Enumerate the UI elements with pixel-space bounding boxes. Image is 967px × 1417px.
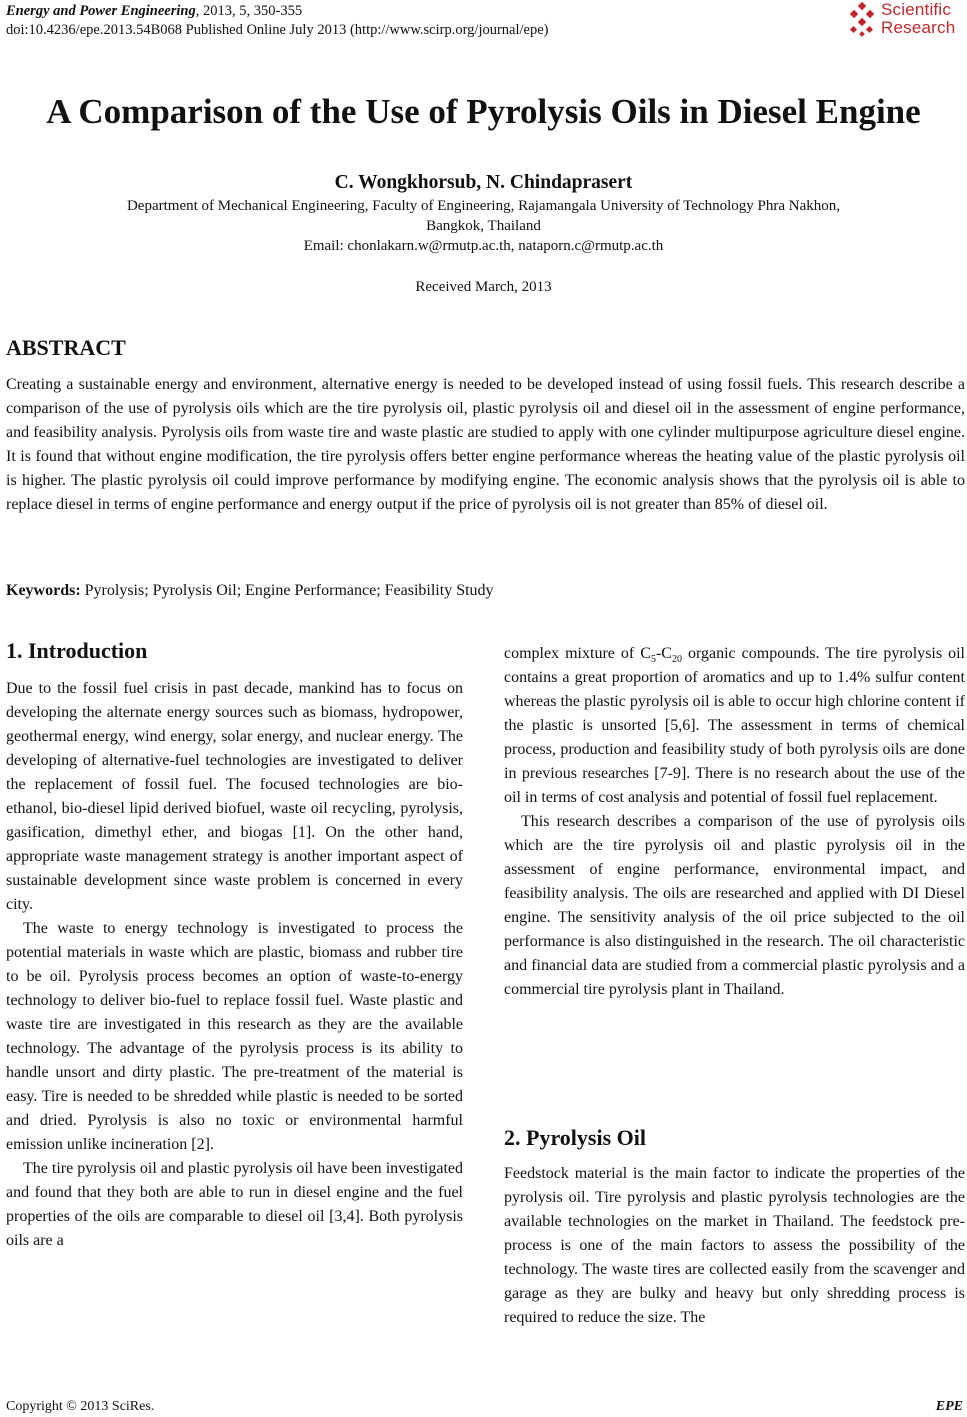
p4-sub-1: 5 xyxy=(650,654,656,666)
p4-mid: -C xyxy=(655,645,672,662)
logo-line-1: Scientific xyxy=(881,0,952,19)
copyright: Copyright © 2013 SciRes. xyxy=(6,1399,155,1414)
footer-journal: EPE xyxy=(935,1399,963,1414)
p4-pre: complex mixture of C xyxy=(504,645,651,662)
intro-paragraph-3: The tire pyrolysis oil and plastic pyrolysis oil have been investigated and found that they both are able to run in diesel engine and the fuel properties of the oils are comparable to diesel oil [3,4]. Both pyrolysis oils are a xyxy=(6,1160,463,1249)
right-column xyxy=(504,642,965,1002)
intro-paragraph-4 xyxy=(504,642,965,810)
p4-post: organic compounds. The tire pyrolysis oil contains a great proportion of aromatics and up to 1.4% sulfur content whereas the plastic pyrolysis oil is able to occur high chlorine content if the plastic is unsorted [5,6]. The assessment in terms of chemical process, production and feasibility study of both pyrolysis oils are done in previous researches [7-9]. There is no research about the use of the oil in terms of cost analysis and potential of fossil fuel replacement. xyxy=(504,645,966,806)
abstract-text: Creating a sustainable energy and environment, alternative energy is needed to be developed instead of using fossil fuels. This research describe a comparison of the use of pyrolysis oils which are the tire pyrolysis oil, plastic pyrolysis oil and diesel oil in the assessment of engine performance, and feasibility analysis. Pyrolysis oils from waste tire and waste plastic are studied to apply with one cylinder multipurpose agriculture diesel engine. It is found that without engine modification, the tire pyrolysis offers better engine performance whereas the heating value of the plastic pyrolysis oil is higher. The plastic pyrolysis oil could improve performance by modifying engine. The economic analysis shows that the pyrolysis oil is able to replace diesel in terms of engine performance and energy output if the price of pyrolysis oil is not greater than 85% of diesel oil. xyxy=(6,376,965,513)
p4-sub-2: 20 xyxy=(671,654,682,666)
logo-line-2: Research xyxy=(881,18,956,37)
email: Email: chonlakarn.w@rmutp.ac.th, nataporn.c@rmutp.ac.th xyxy=(303,238,664,254)
keywords-label: Keywords: xyxy=(6,582,81,599)
received-date: Received March, 2013 xyxy=(415,279,552,295)
abstract-heading: ABSTRACT xyxy=(6,335,126,360)
authors: C. Wongkhorsub, N. Chindaprasert xyxy=(334,172,633,193)
section-2-heading: 2. Pyrolysis Oil xyxy=(504,1125,646,1150)
citation: , 2013, 5, 350-355 xyxy=(195,3,303,19)
affiliation-line-2: Bangkok, Thailand xyxy=(426,218,541,234)
intro-paragraph-5: This research describes a comparison of the use of pyrolysis oils which are the tire pyrolysis oil and plastic pyrolysis oil in the assessment of engine performance, environmental impact, and feasibility analysis. The oils are researched and applied with DI Diesel engine. The sensitivity analysis of the oil price subjected to the oil performance is also distinguished in the research. The oil characteristic and financial data are studied from a commercial plastic pyrolysis and a commercial tire pyrolysis plant in Thailand. xyxy=(504,813,965,998)
keywords xyxy=(6,582,494,600)
intro-paragraph-1: Due to the fossil fuel crisis in past decade, mankind has to focus on developing the alternate energy sources such as biomass, hydropower, geothermal energy, wind energy, solar energy, and nuclear energy. The developing of alternative-fuel technologies are investigated to deliver the replacement of fossil fuel. The focused technologies are bio-ethanol, bio-diesel lipid derived biofuel, waste oil recycling, pyrolysis, gasification, dimethyl ether, and biogas [1]. On the other hand, appropriate waste management strategy is another important aspect of sustainable development since waste problem is concerned in every city. xyxy=(6,680,463,913)
left-column xyxy=(6,677,463,1253)
intro-heading: 1. Introduction xyxy=(6,638,148,663)
keywords-text: Pyrolysis; Pyrolysis Oil; Engine Performance; Feasibility Study xyxy=(80,582,494,599)
doi-line: doi:10.4236/epe.2013.54B068 Published Online July 2013 (http://www.scirp.org/journal/epe) xyxy=(6,22,549,38)
section-2-text xyxy=(504,1162,965,1330)
running-header xyxy=(6,2,549,40)
intro-paragraph-2: The waste to energy technology is investigated to process the potential materials in waste which are plastic, biomass and rubber tire to be oil. Pyrolysis process becomes an option of waste-to-energy technology to deliver bio-fuel to replace fossil fuel. Waste plastic and waste tire are investigated in this research as they are the available technology. The advantage of the pyrolysis process is its ability to handle unsort and dirty plastic. The pre-treatment of the material is easy. Tire is needed to be shredded while plastic is needed to be sorted and dried. Pyrolysis is also no toxic or environmental harmful emission unlike incineration [2]. xyxy=(6,920,463,1153)
section-2-paragraph-1: Feedstock material is the main factor to indicate the properties of the pyrolysis oil. Tire pyrolysis and plastic pyrolysis technologies are the available technologies on the market in Thailand. The feedstock pre-process is one of the main factors to assess the possibility of the technology. The waste tires are collected easily from the scavenger and garage as they are bulky and heavy but only shredding process is required to reduce the size. The xyxy=(504,1165,965,1326)
journal-name: Energy and Power Engineering xyxy=(6,3,196,19)
paper-title: A Comparison of the Use of Pyrolysis Oils in Diesel Engine xyxy=(46,92,921,131)
logo-mark-icon xyxy=(847,2,879,40)
affiliation xyxy=(30,196,937,256)
publisher-logo xyxy=(847,0,967,44)
affiliation-line-1: Department of Mechanical Engineering, Faculty of Engineering, Rajamangala University of Technology Phra Nakhon, xyxy=(126,198,841,214)
